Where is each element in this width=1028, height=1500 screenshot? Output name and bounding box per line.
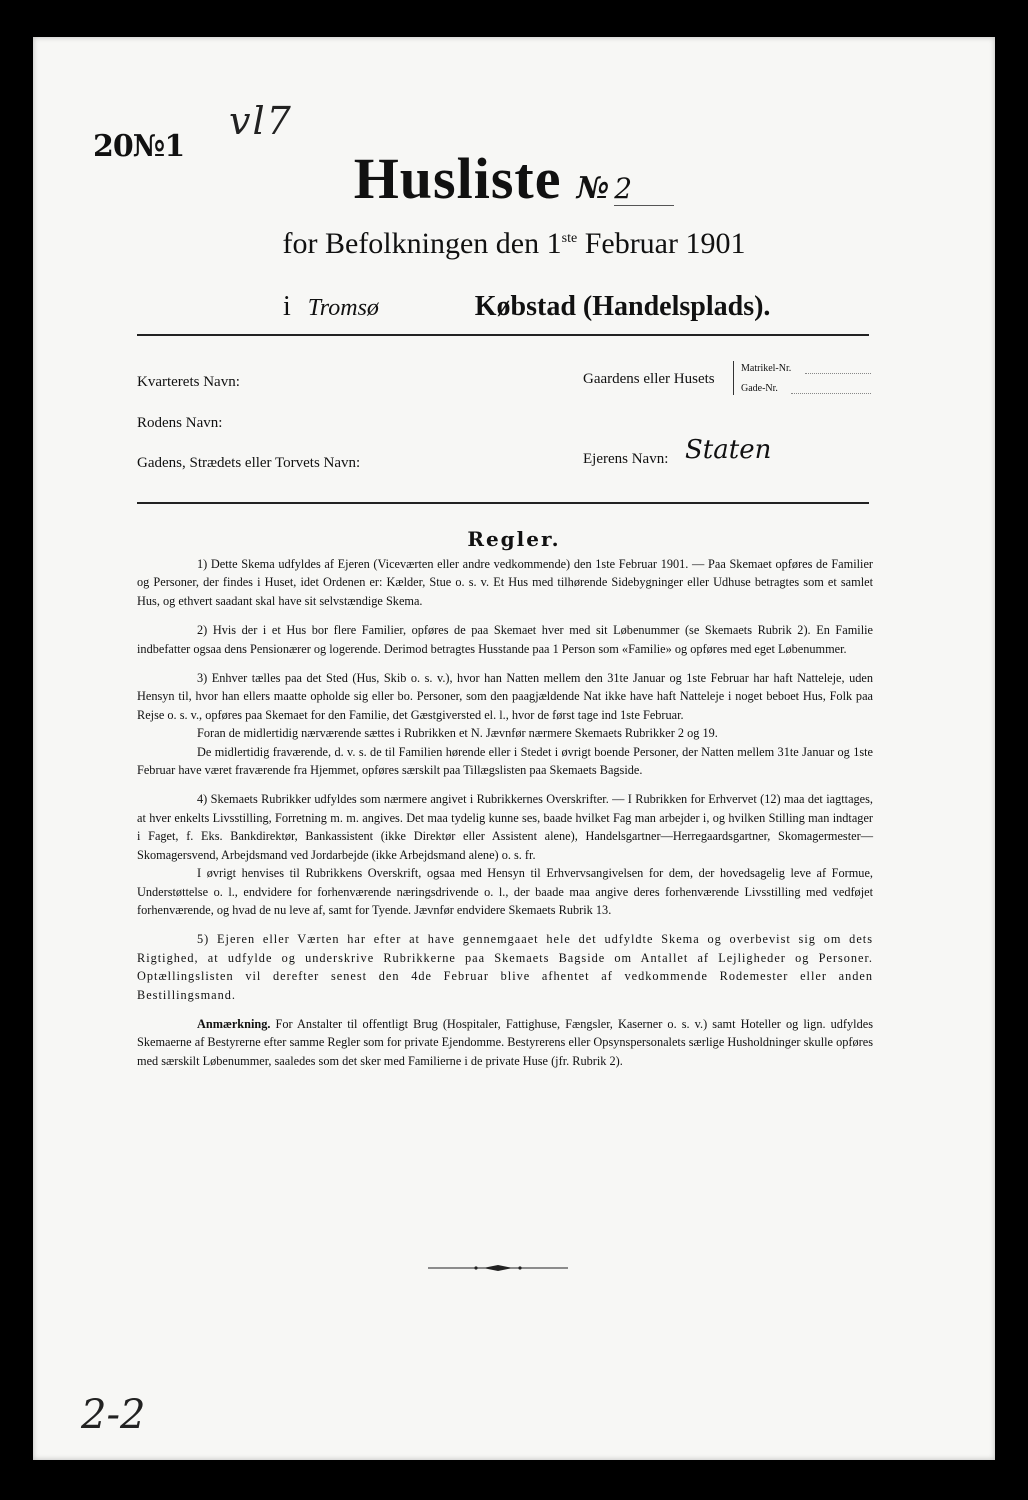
field-kvarter: Kvarterets Navn: — [137, 374, 240, 390]
subtitle-sup: ste — [561, 231, 578, 246]
rule-3: 3) Enhver tælles paa det Sted (Hus, Skib o. s. v.), hvor han Natten mellem den 31te Januar og 1ste Februar har haft Natteleje, uden Hensyn til, hvor han ellers maatte opholde sig eller bo. Personer, som den paagjældende Nat ikke have haft Natteleje i noget beboet Hus, Folk paa Rejse o. s. v., opføres paa Skemaet for den Familie, det Gæstgiversted el. l., hvor de først tage ind 1ste Februar. — [137, 671, 873, 722]
field-ejer: Ejerens Navn: — [583, 451, 669, 467]
field-gade-nr: Gade-Nr. — [741, 383, 778, 394]
field-gaarden: Gaardens eller Husets — [583, 371, 715, 387]
city-prefix: i — [283, 291, 291, 322]
rule-2: 2) Hvis der i et Hus bor flere Familier, opføres de paa Skemaet hver med sit Løbenummer (se Skemaets Rubrik 2). En Familie indbefatter ogsaa dens Pensionærer og logerende. Derimod betragtes Husstande paa 1 Person som «Familie» og opføres med eget Løbenummer. — [137, 623, 873, 656]
rule-1: 1) Dette Skema udfyldes af Ejeren (Viceværten eller andre vedkommende) den 1ste Februar 1901. — Paa Skemaet opføres de Familier og Personer, der findes i Huset, idet Ordenen er: Kælder, Stue o. s. v. Et Hus med tilhørende Sidebygninger eller Udhuse betragtes som et samlet Hus, og ethvert saadant skal have sit selvstændige Skema. — [137, 557, 873, 608]
note-text: For Anstalter til offentligt Brug (Hospitaler, Fattighuse, Fængsler, Kaserner o. s. v.) samt Hoteller og lign. udfyldes Skemaerne af Bestyrerne efter samme Regler som for private Ejendomme. Bestyrerens eller Opsynspersonalets særlige Husholdninger skulle opføres med særskilt Løbenummer, saaledes som det sker med Familierne i de private Huse (jfr. Rubrik 2). — [137, 1016, 873, 1068]
form-title — [33, 145, 995, 212]
divider-top — [137, 334, 869, 336]
note — [137, 1015, 873, 1070]
city-label: Købstad (Handelsplads). — [474, 291, 771, 322]
rules-body — [137, 555, 873, 1081]
rules-heading: Regler. — [467, 527, 561, 551]
rule-5: 5) Ejeren eller Værten har efter at have gennemgaaet hele det udfyldte Skema og overbevist sig om dets Rigtighed, at udfylde og underskrive Rubrikkerne paa Skemaets Bagside om Antallet af Lejligheder og Personer. Optællingslisten vil derefter senest den 4de Februar blive afhentet af vedkommende Rodemester eller anden Bestillingsmand. — [137, 932, 873, 1002]
subtitle-suffix: Februar 1901 — [577, 227, 746, 260]
stamp-number: 20№1 — [93, 129, 185, 164]
rule-4b: I øvrigt henvises til Rubrikkens Overskrift, ogsaa med Hensyn til Erhvervsangivelsen for dem, der hovedsagelig leve af Formue, Understøttelse o. l., endvidere for forhenværende næringsdrivende o. l., der baade maa angive deres forhenværende Livsstilling med vedføjet forhenværende, og hvad de nu leve af, samt for Tyende. Jævnfør endvidere Skemaets Rubrik 13. — [137, 866, 873, 917]
form-sheet — [33, 37, 995, 1460]
matrikel-line — [805, 373, 871, 374]
title-number-mark: № — [576, 171, 610, 206]
form-subtitle — [33, 227, 995, 261]
ornament-divider — [428, 1263, 568, 1273]
handwritten-annotation-bottom: 2-2 — [81, 1392, 146, 1438]
subtitle-prefix: for Befolkningen den 1 — [282, 227, 562, 260]
owner-handwritten: Staten — [685, 435, 772, 465]
rule-3b: Foran de midlertidig nærværende sættes i Rubrikken et N. Jævnfør nærmere Skemaets Rubrikker 2 og 19. — [197, 726, 718, 741]
rule-4: 4) Skemaets Rubrikker udfyldes som nærmere angivet i Rubrikkernes Overskrifter. — I Rubrikken for Erhvervet (12) maa det iagttages, at hver enkelts Livsstilling, Forretning m. m. angives. Det maa tydelig kunne ses, baade hvilket Fag man arbejder i, og hvilken Stilling man indtager i Faget, f. Eks. Bankdirektør, Bankassistent (ikke Direktør eller Assistent alene), Handelsgartner—Herregaardsgartner, Skomagermester—Skomagersvend, Arbejdsmand ved Jordarbejde (ikke Arbejdsmand alene) o. s. fr. — [137, 792, 873, 862]
city-line — [283, 291, 770, 323]
brace-mark — [733, 361, 736, 395]
field-gaden: Gadens, Strædets eller Torvets Navn: — [137, 455, 361, 471]
rule-3c: De midlertidig fraværende, d. v. s. de til Familien hørende eller i Stedet i øvrigt boende Personer, der Natten mellem 31te Januar og 1ste Februar have været fraværende fra Hjemmet, opføres særskilt paa Tillægslisten paa Skemaets Bagside. — [137, 744, 873, 778]
city-handwritten: Tromsø — [307, 295, 379, 321]
title-text: Husliste — [353, 146, 562, 211]
note-label: Anmærkning. — [197, 1016, 271, 1031]
field-roden: Rodens Navn: — [137, 415, 223, 431]
divider-middle — [137, 502, 869, 504]
title-number-handwritten: 2 — [614, 172, 674, 206]
field-matrikel: Matrikel-Nr. — [741, 363, 792, 374]
handwritten-annotation-top: vl7 — [229, 99, 293, 143]
gade-nr-line — [791, 393, 871, 394]
